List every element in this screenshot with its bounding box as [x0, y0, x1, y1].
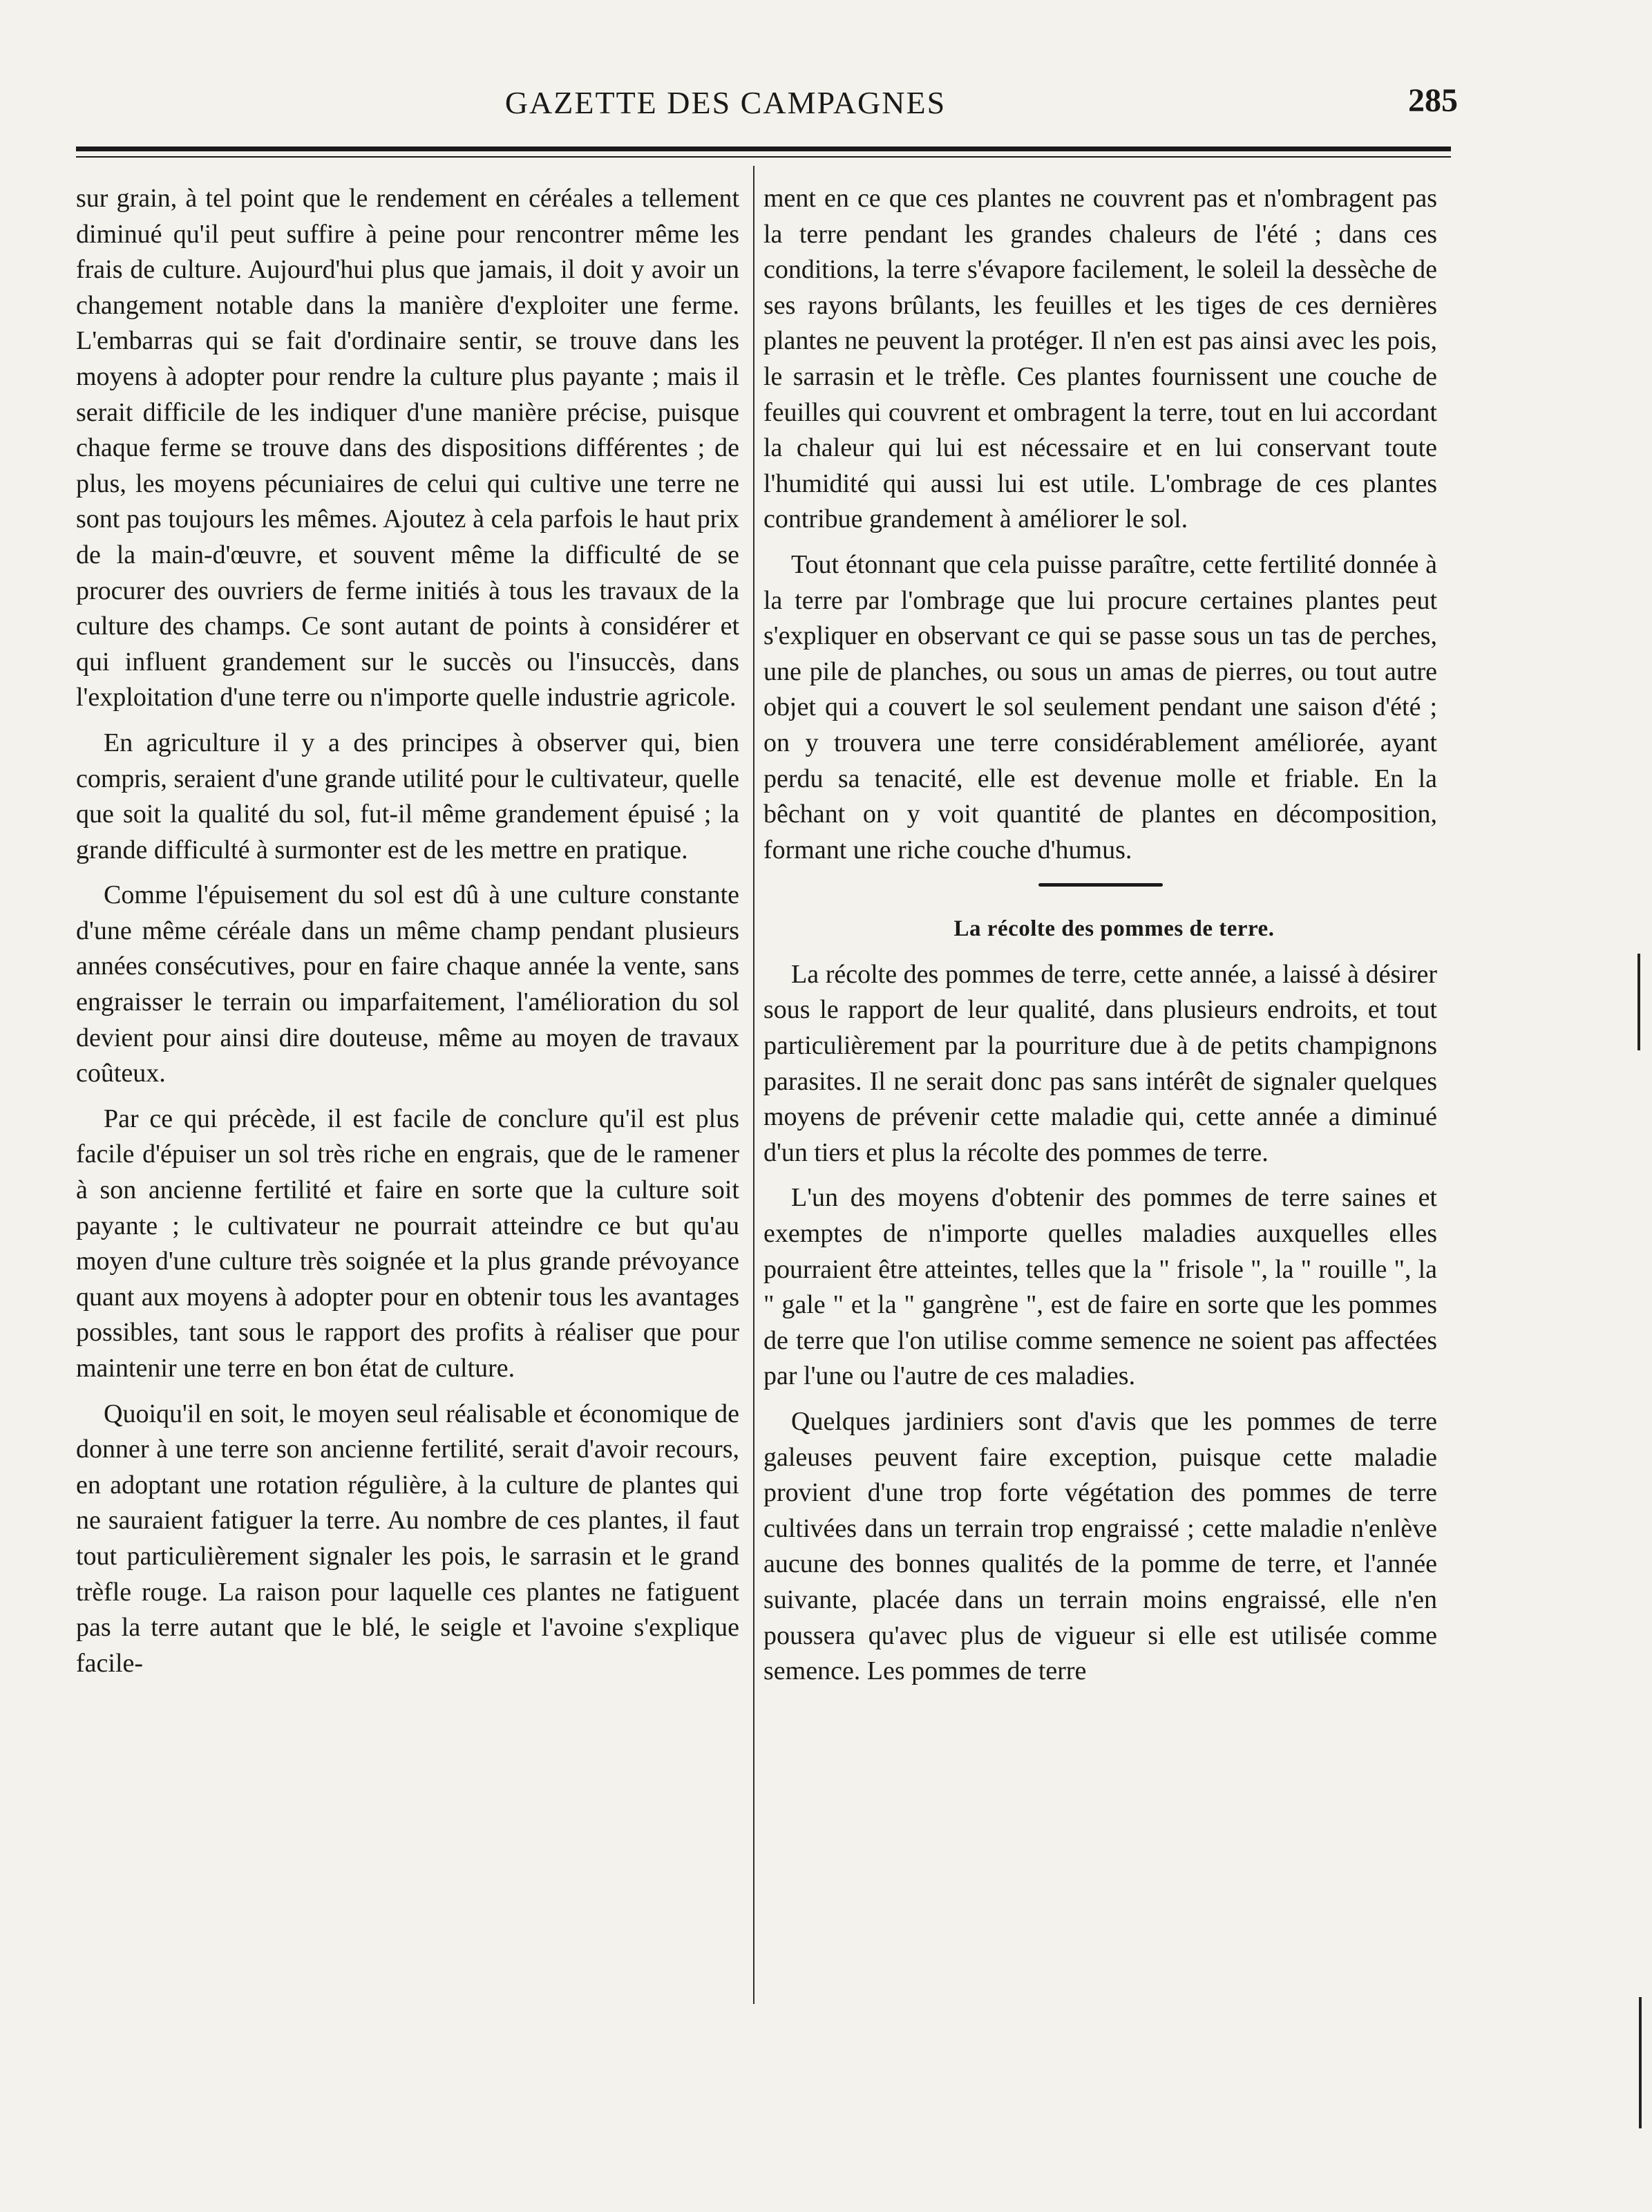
margin-mark: [1637, 954, 1640, 1050]
column-divider: [753, 166, 754, 2004]
section-title: La récolte des pommes de terre.: [953, 916, 1275, 942]
header-rule-thick: [76, 146, 1451, 151]
right-column: [763, 181, 1437, 1699]
margin-mark: [1639, 1997, 1642, 2128]
paragraph: Comme l'épuisement du sol est dû à une culture constante d'une même céréale dans un même champ pendant plusieurs années consécutives, pour en faire chaque année la vente, sans engraisser le terrain ou imparfaitement, l'amélioration du sol devient pour ainsi dire douteuse, même au moyen de travaux coûteux.: [76, 880, 739, 1088]
paragraph: Tout étonnant que cela puisse paraître, cette fertilité donnée à la terre par l'ombrage que lui procure certaines plantes peut s'expliquer en observant ce qui se passe sous un tas de perches, une pile de planches, ou sous un amas de pierres, ou tout autre objet qui a couvert le sol seulement pendant une saison d'été ; on y trouvera une terre considérablement améliorée, ayant perdu sa tenacité, elle est devenue molle et friable. En la bêchant on y voit quantité de plantes en décomposition, formant une riche couche d'humus.: [763, 549, 1437, 864]
section-separator: [1038, 883, 1163, 887]
paragraph: Quelques jardiniers sont d'avis que les pommes de terre galeuses peuvent faire exception, puisque cette maladie provient d'une trop forte végétation des pommes de terre cultivées dans un terrain trop engraissé ; cette maladie n'enlève aucune des bonnes qualités de la pomme de terre, et l'année suivante, placée dans un terrain moins engraissé, elle n'en poussera qu'avec plus de vigueur si elle est utilisée comme semence. Les pommes de terre: [763, 1407, 1437, 1686]
header-rule-thin: [76, 156, 1451, 158]
paragraph: Quoiqu'il en soit, le moyen seul réalisable et économique de donner à une terre son ancienne fertilité, serait d'avoir recours, en adoptant une rotation régulière, à la culture de plantes qui ne sauraient fatiguer la terre. Au nombre de ces plantes, il faut tout particulièrement signaler les pois, le sarrasin et le grand trèfle rouge. La raison pour laquelle ces plantes ne fatiguent pas la terre autant que le blé, le seigle et l'avoine s'explique facile-: [76, 1399, 739, 1678]
paragraph: ment en ce que ces plantes ne couvrent pas et n'ombragent pas la terre pendant les grandes chaleurs de l'été ; dans ces conditions, la terre s'évapore facilement, le soleil la dessèche de ses rayons brûlants, les feuilles et les tiges de ces dernières plantes ne peuvent la protéger. Il n'en est pas ainsi avec les pois, le sarrasin et le trèfle. Ces plantes fournissent une couche de feuilles qui couvrent et ombragent la terre, tout en lui accordant la chaleur qui lui est nécessaire et en lui conservant toute l'humidité qui aussi lui est utile. L'ombrage de ces plantes contribue grandement à améliorer le sol.: [763, 184, 1437, 534]
left-column: [76, 181, 739, 1691]
page-number: 285: [1408, 82, 1458, 119]
paragraph: En agriculture il y a des principes à observer qui, bien compris, seraient d'une grande utilité pour le cultivateur, quelle que soit la qualité du sol, fut-il même grandement épuisé ; la grande difficulté à surmonter est de les mettre en pratique.: [76, 728, 739, 864]
paragraph: La récolte des pommes de terre, cette année, a laissé à désirer sous le rapport de leur qualité, dans plusieurs endroits, et tout particulièrement par la pourriture due à de petits champignons parasites. Il ne serait donc pas sans intérêt de signaler quelques moyens de prévenir cette maladie qui, cette année a diminué d'un tiers et plus la récolte des pommes de terre.: [763, 959, 1437, 1167]
running-title: GAZETTE DES CAMPAGNES: [504, 85, 947, 120]
paragraph: Par ce qui précède, il est facile de conclure qu'il est plus facile d'épuiser un sol très riche en engrais, que de le ramener à son ancienne fertilité et faire en sorte que la culture soit payante ; le cultivateur ne pourrait atteindre ce but qu'au moyen d'une culture très soignée et la plus grande prévoyance quant aux moyens à adopter pour en obtenir tous les avantages possibles, tant sous le rapport des profits à réaliser que pour maintenir une terre en bon état de culture.: [76, 1104, 739, 1383]
page-header: [76, 75, 1458, 130]
paragraph: sur grain, à tel point que le rendement en céréales a tellement diminué qu'il peut suffire à peine pour rencontrer même les frais de culture. Aujourd'hui plus que jamais, il doit y avoir un changement notable dans la manière d'exploiter une ferme. L'embarras qui se fait d'ordinaire sentir, se trouve dans les moyens à adopter pour rendre la culture plus payante ; mais il serait difficile de les indiquer d'une manière précise, puisque chaque ferme se trouve dans des dispositions différentes ; de plus, les moyens pécuniaires de celui qui cultive une terre ne sont pas toujours les mêmes. Ajoutez à cela parfois le haut prix de la main-d'œuvre, et souvent même la difficulté de se procurer des ouvriers de ferme initiés à tous les travaux de la culture des champs. Ce sont autant de points à considérer et qui influent grandement sur le succès ou l'insuccès, dans l'exploitation d'une terre ou n'importe quelle industrie agricole.: [76, 184, 739, 712]
paragraph: L'un des moyens d'obtenir des pommes de terre saines et exemptes de n'importe quelles maladies auxquelles elles pourraient être atteintes, telles que la " frisole ", la " rouille ", la " gale " et la " gangrène ", est de faire en sorte que les pommes de terre que l'on utilise comme semence ne soient pas affectées par l'une ou l'autre de ces maladies.: [763, 1183, 1437, 1391]
